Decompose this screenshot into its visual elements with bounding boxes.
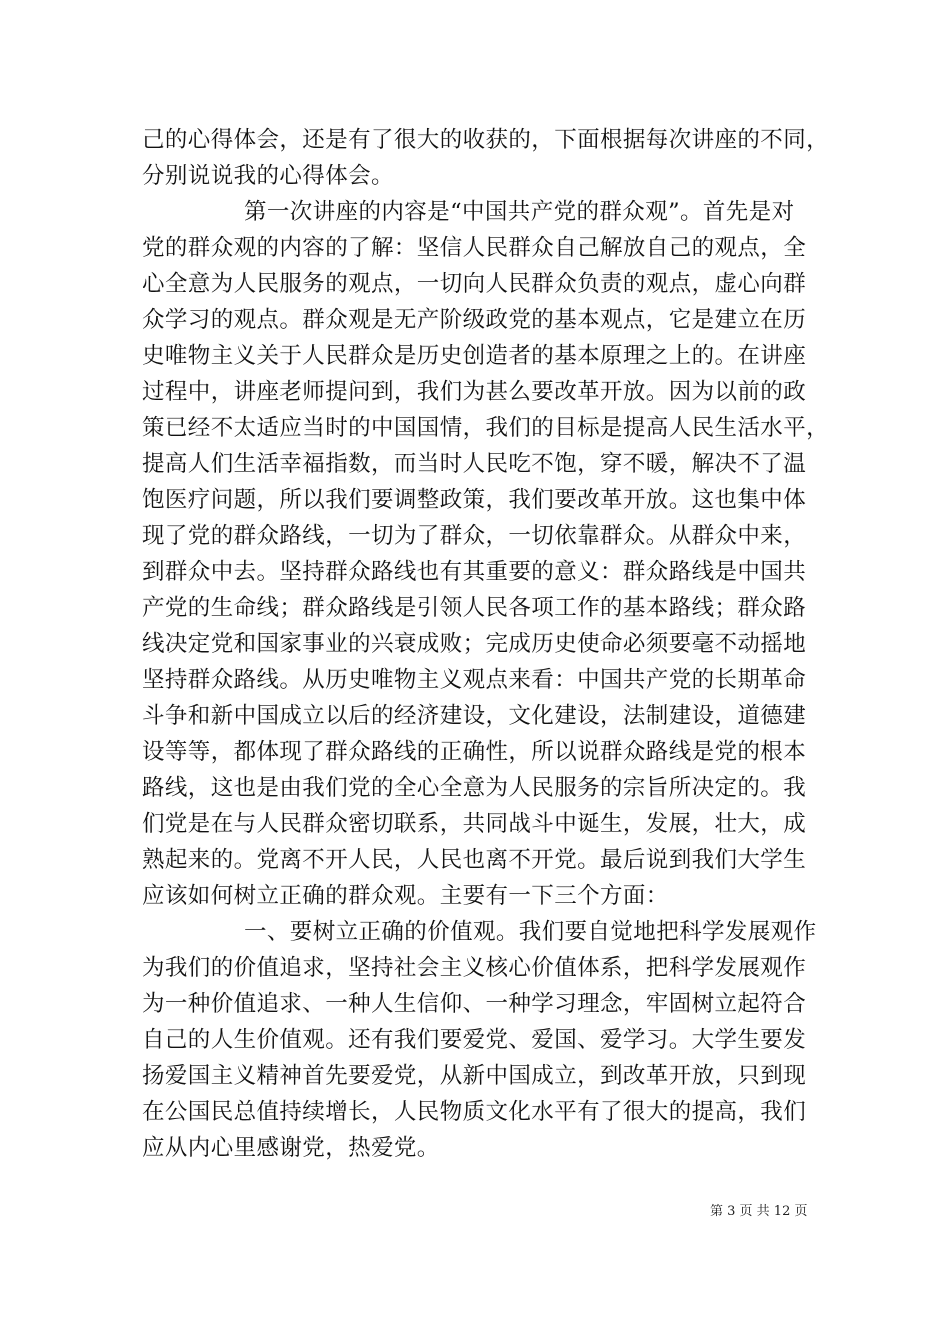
text-line: 己的心得体会，还是有了很大的收获的，下面根据每次讲座的不同， — [142, 127, 830, 153]
text-line: 提高人们生活幸福指数，而当时人民吃不饱，穿不暖，解决不了温 — [142, 451, 807, 477]
text-line: 熟起来的。党离不开人民，人民也离不开党。最后说到我们大学生 — [142, 847, 807, 873]
text-line: 饱医疗问题，所以我们要调整政策，我们要改革开放。这也集中体 — [142, 487, 807, 513]
text-line: 党的群众观的内容的了解：坚信人民群众自己解放自己的观点，全 — [142, 235, 807, 261]
text-line: 路线，这也是由我们党的全心全意为人民服务的宗旨所决定的。我 — [142, 775, 807, 801]
text-line: 应该如何树立正确的群众观。主要有一下三个方面： — [142, 883, 669, 909]
text-line: 自己的人生价值观。还有我们要爱党、爱国、爱学习。大学生要发 — [142, 1027, 807, 1053]
text-line: 策已经不太适应当时的中国国情，我们的目标是提高人民生活水平， — [142, 415, 830, 441]
text-line: 坚持群众路线。从历史唯物主义观点来看：中国共产党的长期革命 — [142, 667, 807, 693]
text-line: 众学习的观点。群众观是无产阶级政党的基本观点，它是建立在历 — [142, 307, 807, 333]
text-line: 第一次讲座的内容是“中国共产党的群众观”。首先是对 — [244, 199, 795, 225]
text-line: 分别说说我的心得体会。 — [142, 163, 394, 189]
text-line: 一、要树立正确的价值观。我们要自觉地把科学发展观作 — [244, 919, 817, 945]
text-line: 心全意为人民服务的观点，一切向人民群众负责的观点，虚心向群 — [142, 271, 807, 297]
text-line: 应从内心里感谢党，热爱党。 — [142, 1135, 440, 1161]
text-line: 线决定党和国家事业的兴衰成败；完成历史使命必须要毫不动摇地 — [142, 631, 807, 657]
text-line: 过程中，讲座老师提问到，我们为甚么要改革开放。因为以前的政 — [142, 379, 807, 405]
text-line: 设等等，都体现了群众路线的正确性，所以说群众路线是党的根本 — [142, 739, 807, 765]
text-line: 们党是在与人民群众密切联系，共同战斗中诞生，发展，壮大，成 — [142, 811, 807, 837]
text-line: 为一种价值追求、一种人生信仰、一种学习理念，牢固树立起符合 — [142, 991, 807, 1017]
text-line: 扬爱国主义精神首先要爱党，从新中国成立，到改革开放，只到现 — [142, 1063, 807, 1089]
text-line: 斗争和新中国成立以后的经济建设，文化建设，法制建设，道德建 — [142, 703, 807, 729]
text-line: 在公国民总值持续增长，人民物质文化水平有了很大的提高，我们 — [142, 1099, 807, 1125]
text-line: 现了党的群众路线，一切为了群众，一切依靠群众。从群众中来， — [142, 523, 807, 549]
text-line: 为我们的价值追求，坚持社会主义核心价值体系，把科学发展观作 — [142, 955, 807, 981]
text-line: 到群众中去。坚持群众路线也有其重要的意义：群众路线是中国共 — [142, 559, 807, 585]
text-line: 史唯物主义关于人民群众是历史创造者的基本原理之上的。在讲座 — [142, 343, 807, 369]
text-line: 产党的生命线；群众路线是引领人民各项工作的基本路线；群众路 — [142, 595, 807, 621]
page-number-footer: 第 3 页 共 12 页 — [710, 1204, 808, 1219]
